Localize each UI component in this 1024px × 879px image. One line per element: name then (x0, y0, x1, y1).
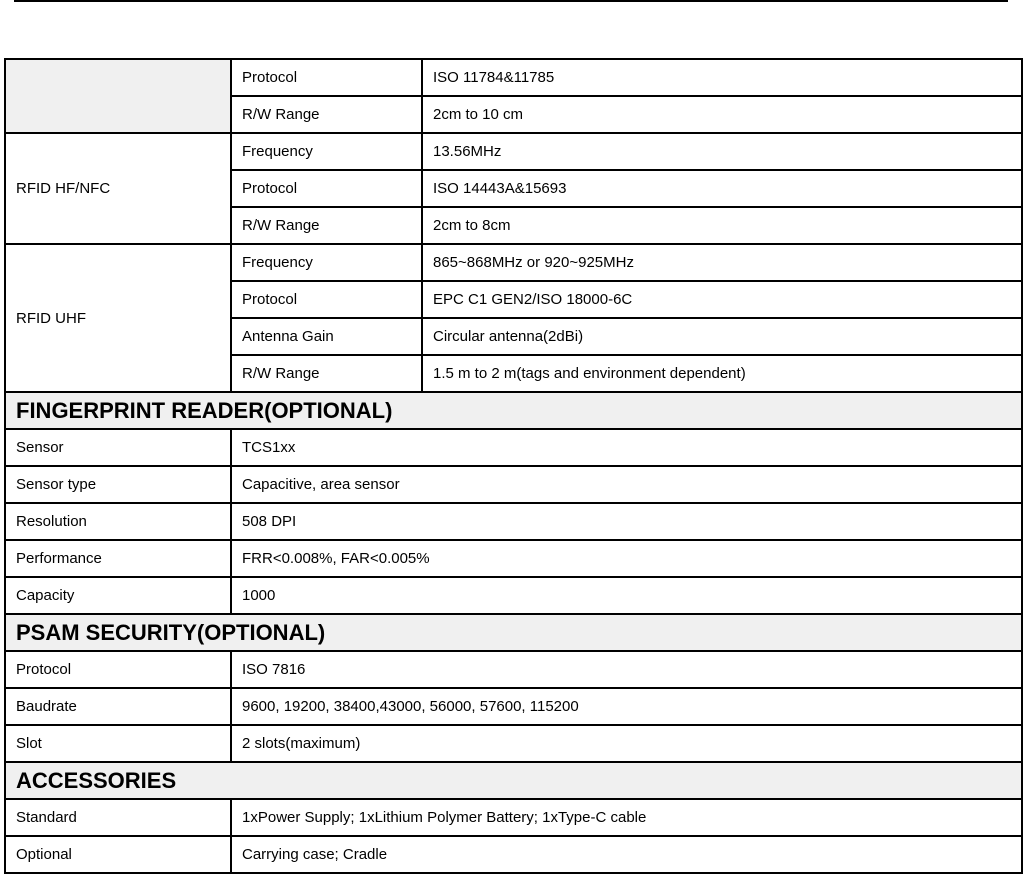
table-row (5, 540, 1022, 577)
param-label: Protocol (231, 170, 422, 207)
table-row (5, 799, 1022, 836)
row-value: 1000 (231, 577, 1022, 614)
param-value: ISO 11784&11785 (422, 59, 1022, 96)
param-label: Protocol (231, 281, 422, 318)
section-header-row (5, 762, 1022, 799)
row-label: Performance (5, 540, 231, 577)
param-label: Frequency (231, 133, 422, 170)
param-label: R/W Range (231, 355, 422, 392)
group-label-rfid-hf-nfc: RFID HF/NFC (5, 133, 231, 244)
param-value: 2cm to 8cm (422, 207, 1022, 244)
param-value: ISO 14443A&15693 (422, 170, 1022, 207)
table-row (5, 59, 1022, 96)
table-row (5, 244, 1022, 281)
top-rule (14, 0, 1008, 2)
section-title-psam: PSAM SECURITY(OPTIONAL) (5, 614, 1022, 651)
section-header-row (5, 392, 1022, 429)
row-value: 9600, 19200, 38400,43000, 56000, 57600, 115200 (231, 688, 1022, 725)
param-value: EPC C1 GEN2/ISO 18000-6C (422, 281, 1022, 318)
row-value: Carrying case; Cradle (231, 836, 1022, 873)
row-value: ISO 7816 (231, 651, 1022, 688)
table-row (5, 133, 1022, 170)
section-title-accessories: ACCESSORIES (5, 762, 1022, 799)
section-title-fingerprint: FINGERPRINT READER(OPTIONAL) (5, 392, 1022, 429)
row-label: Resolution (5, 503, 231, 540)
spec-table (4, 58, 1023, 874)
row-value: 1xPower Supply; 1xLithium Polymer Battery; 1xType-C cable (231, 799, 1022, 836)
row-label: Optional (5, 836, 231, 873)
row-label: Sensor (5, 429, 231, 466)
row-value: TCS1xx (231, 429, 1022, 466)
row-label: Capacity (5, 577, 231, 614)
table-row (5, 503, 1022, 540)
table-row (5, 429, 1022, 466)
row-value: 508 DPI (231, 503, 1022, 540)
group-label-rfid-lf (5, 59, 231, 133)
row-label: Protocol (5, 651, 231, 688)
param-value: Circular antenna(2dBi) (422, 318, 1022, 355)
table-row (5, 577, 1022, 614)
table-row (5, 466, 1022, 503)
row-label: Standard (5, 799, 231, 836)
row-value: Capacitive, area sensor (231, 466, 1022, 503)
param-label: R/W Range (231, 207, 422, 244)
row-value: 2 slots(maximum) (231, 725, 1022, 762)
table-row (5, 836, 1022, 873)
group-label-rfid-uhf: RFID UHF (5, 244, 231, 392)
param-label: Protocol (231, 59, 422, 96)
param-value: 865~868MHz or 920~925MHz (422, 244, 1022, 281)
section-header-row (5, 614, 1022, 651)
param-label: Frequency (231, 244, 422, 281)
table-row (5, 725, 1022, 762)
param-value: 13.56MHz (422, 133, 1022, 170)
row-label: Slot (5, 725, 231, 762)
row-label: Sensor type (5, 466, 231, 503)
param-label: Antenna Gain (231, 318, 422, 355)
param-value: 1.5 m to 2 m(tags and environment dependent) (422, 355, 1022, 392)
param-label: R/W Range (231, 96, 422, 133)
table-row (5, 651, 1022, 688)
row-label: Baudrate (5, 688, 231, 725)
table-row (5, 688, 1022, 725)
param-value: 2cm to 10 cm (422, 96, 1022, 133)
row-value: FRR<0.008%, FAR<0.005% (231, 540, 1022, 577)
